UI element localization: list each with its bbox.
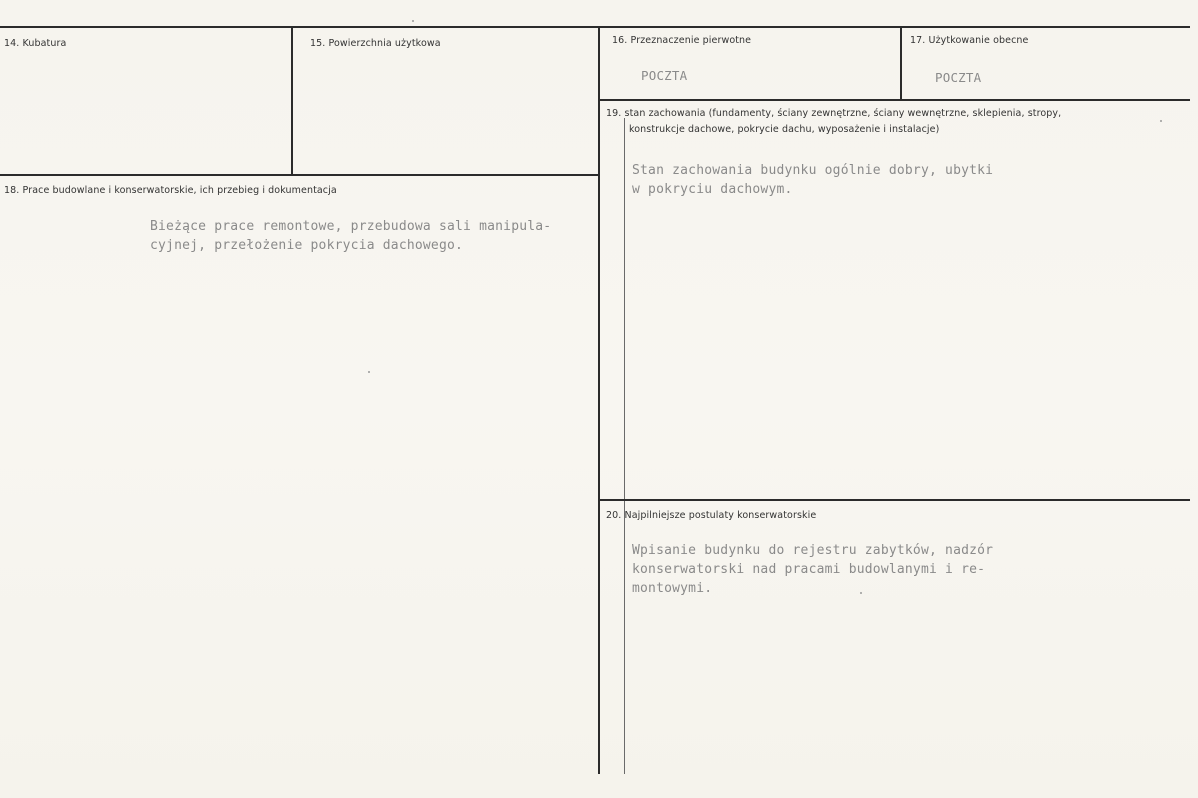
field-20-label: 20. Najpilniejsze postulaty konserwatorskie xyxy=(606,510,817,521)
field-17-label: 17. Użytkowanie obecne xyxy=(910,35,1029,46)
field-20-value-line-3: montowymi. xyxy=(632,581,713,596)
paper-speck xyxy=(860,592,862,594)
center-divider xyxy=(598,28,600,774)
divider-under-16-17 xyxy=(598,99,1190,101)
divider-14-15 xyxy=(291,28,293,176)
field-18-label: 18. Prace budowlane i konserwatorskie, ich przebieg i dokumentacja xyxy=(4,185,337,196)
field-18-value-line-2: cyjnej, przełożenie pokrycia dachowego. xyxy=(150,238,464,253)
field-15-label: 15. Powierzchnia użytkowa xyxy=(310,38,441,49)
paper-speck xyxy=(412,20,414,22)
top-border xyxy=(0,26,1190,28)
field-18-value-line-1: Bieżące prace remontowe, przebudowa sali manipula- xyxy=(150,219,552,234)
field-19-value-line-2: w pokryciu dachowym. xyxy=(632,182,793,197)
field-19-value-line-1: Stan zachowania budynku ogólnie dobry, ubytki xyxy=(632,163,994,178)
field-14-label: 14. Kubatura xyxy=(4,38,67,49)
field-20-value-line-1: Wpisanie budynku do rejestru zabytków, nadzór xyxy=(632,543,994,558)
field-16-value: POCZTA xyxy=(641,68,688,83)
right-margin-rule xyxy=(624,118,625,774)
divider-above-20 xyxy=(598,499,1190,501)
field-19-label-line-1: 19. stan zachowania (fundamenty, ściany zewnętrzne, ściany wewnętrzne, sklepienia, stropy, xyxy=(606,108,1062,119)
paper-speck xyxy=(1160,120,1162,122)
field-20-value-line-2: konserwatorski nad pracami budowlanymi i re- xyxy=(632,562,986,577)
field-19-label-line-2: konstrukcje dachowe, pokrycie dachu, wyposażenie i instalacje) xyxy=(629,124,940,135)
divider-16-17 xyxy=(900,28,902,100)
paper-speck xyxy=(368,371,370,373)
field-16-label: 16. Przeznaczenie pierwotne xyxy=(612,35,752,46)
field-17-value: POCZTA xyxy=(935,70,982,85)
divider-under-14-15 xyxy=(0,174,600,176)
